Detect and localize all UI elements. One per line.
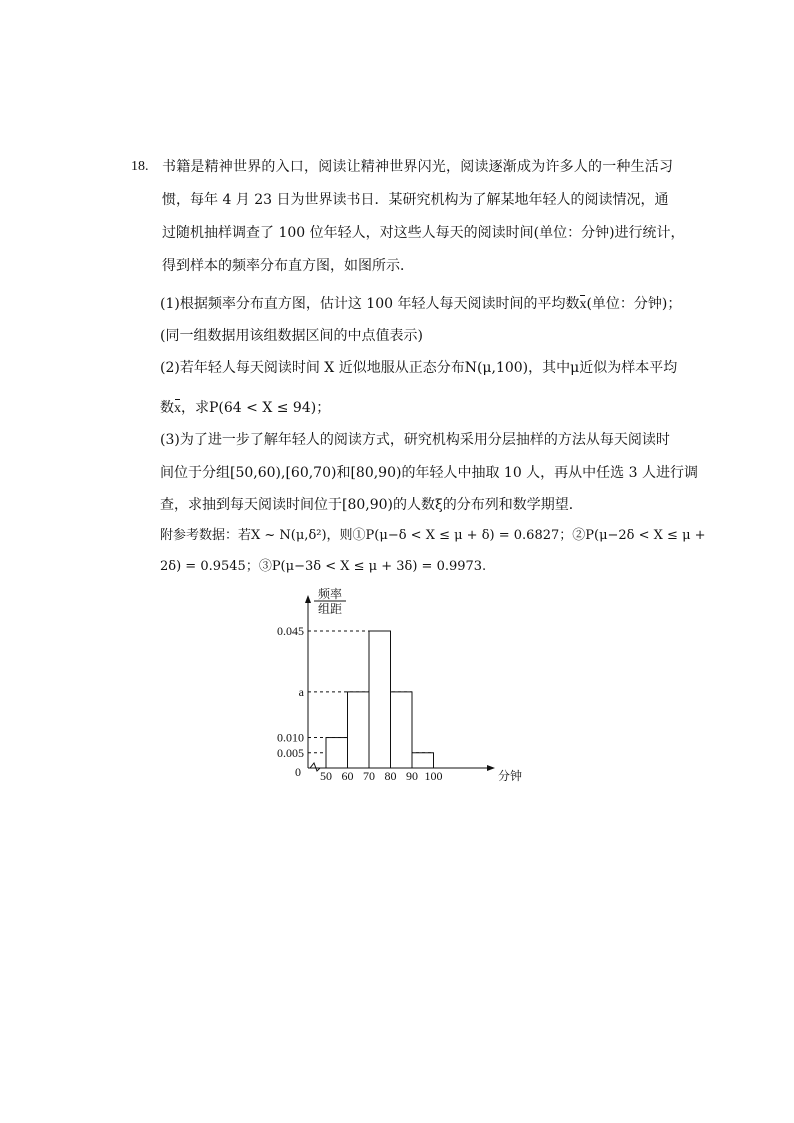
part3-line-3: 查，求抽到每天阅读时间位于[80,90)的人数ξ的分布列和数学期望． <box>160 497 583 513</box>
part2-line-1: (2)若年轻人每天阅读时间 X 近似地服从正态分布N(μ,100)，其中μ近似为样本平均 <box>160 360 678 376</box>
reference-line-2: 2δ) = 0.9545；③P(μ−3δ < X ≤ μ + 3δ) = 0.9973. <box>160 559 487 574</box>
axis-break <box>310 763 320 771</box>
y-axis-label-denominator: 组距 <box>317 602 343 616</box>
mean-symbol: x <box>579 295 586 315</box>
mean-symbol-2: x <box>174 399 181 419</box>
histogram-bar <box>369 631 391 768</box>
part2-line-2 <box>160 398 330 419</box>
y-axis-label-numerator: 频率 <box>317 587 343 601</box>
part2-text-post: ，求P(64 < X ≤ 94)； <box>181 400 331 416</box>
frequency-histogram <box>260 585 540 790</box>
y-tick-label: 0.045 <box>277 624 304 638</box>
y-tick-label: a <box>298 684 304 699</box>
histogram-bar <box>412 753 434 768</box>
question-number: 18. <box>131 159 149 174</box>
histogram-bar <box>326 738 348 768</box>
reference-line-1: 附参考数据：若X ~ N(μ,δ²)，则①P(μ−δ < X ≤ μ + δ) = 0.6827；②P(μ−2δ < X ≤ μ + <box>160 528 706 543</box>
x-tick-label: 80 <box>384 769 397 783</box>
part2-text-pre: 数 <box>160 400 174 416</box>
x-axis-label: 分钟 <box>498 769 523 783</box>
x-tick-label: 70 <box>363 769 375 783</box>
origin-label: 0 <box>295 765 301 779</box>
intro-line-4: 得到样本的频率分布直方图，如图所示． <box>162 258 414 274</box>
y-tick-label: 0.005 <box>277 745 304 760</box>
part1-line <box>160 294 681 315</box>
x-axis-arrow <box>487 765 495 771</box>
part1-note: (同一组数据用该组数据区间的中点值表示) <box>160 328 423 344</box>
x-tick-label: 50 <box>320 769 332 783</box>
x-tick-label: 90 <box>406 769 418 783</box>
x-tick-label: 60 <box>341 769 354 783</box>
histogram-bars <box>326 631 434 768</box>
intro-line-2: 惯，每年 4 月 23 日为世界读书日．某研究机构为了解某地年轻人的阅读情况，通 <box>162 192 669 208</box>
part3-line-2: 间位于分组[50,60),[60,70)和[80,90)的年轻人中抽取 10 人，再从中任选 3 人进行调 <box>160 465 698 481</box>
y-axis-arrow <box>305 595 311 603</box>
part1-text-b: (单位：分钟)； <box>586 296 682 312</box>
histogram-bar <box>391 692 413 768</box>
histogram-bar <box>348 692 370 768</box>
intro-line-1: 书籍是精神世界的入口，阅读让精神世界闪光，阅读逐渐成为许多人的一种生活习 <box>162 159 674 175</box>
part3-line-1: (3)为了进一步了解年轻人的阅读方式，研究机构采用分层抽样的方法从每天阅读时 <box>160 432 670 448</box>
x-tick-label: 100 <box>424 769 443 783</box>
y-tick-label: 0.010 <box>277 730 304 745</box>
part1-text-a: (1)根据频率分布直方图，估计这 100 年轻人每天阅读时间的平均数 <box>160 296 580 312</box>
intro-line-3: 过随机抽样调查了 100 位年轻人，对这些人每天的阅读时间(单位：分钟)进行统计， <box>162 225 685 241</box>
